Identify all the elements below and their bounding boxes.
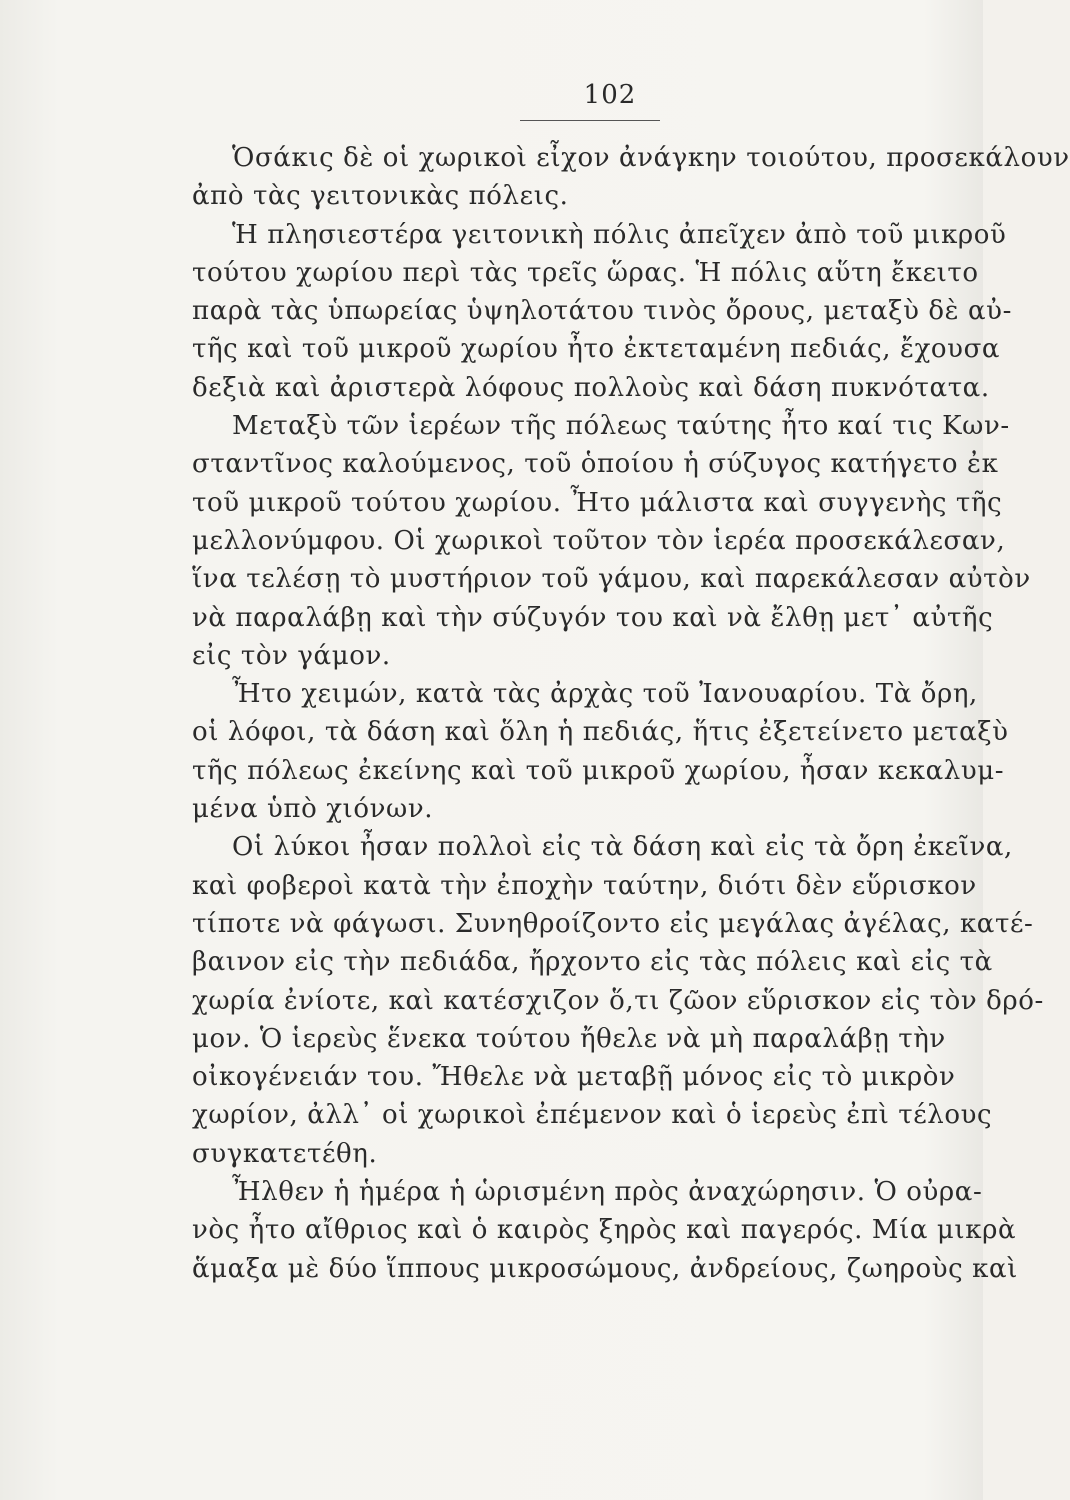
text-line: Ἦλθεν ἡ ἡμέρα ἡ ὡρισμένη πρὸς ἀναχώρησιν. Ὁ οὐρα- bbox=[232, 1177, 983, 1208]
text-line: τούτου χωρίου περὶ τὰς τρεῖς ὥρας. Ἡ πόλις αὕτη ἔκειτο bbox=[192, 257, 979, 288]
text-line: μελλονύμφου. Οἱ χωρικοὶ τοῦτον τὸν ἱερέα προσεκάλεσαν, bbox=[192, 525, 1006, 556]
text-line: καὶ φοβεροὶ κατὰ τὴν ἐποχὴν ταύτην, διότι δὲν εὕρισκον bbox=[192, 870, 977, 901]
text-line: Ἡ πλησιεστέρα γειτονικὴ πόλις ἀπεῖχεν ἀπὸ τοῦ μικροῦ bbox=[232, 219, 1007, 250]
text-line: τοῦ μικροῦ τούτου χωρίου. Ἦτο μάλιστα καὶ συγγενὴς τῆς bbox=[192, 487, 1003, 518]
text-line: οἰκογένειάν του. Ἤθελε νὰ μεταβῇ μόνος εἰς τὸ μικρὸν bbox=[192, 1062, 956, 1093]
text-line: τῆς πόλεως ἐκείνης καὶ τοῦ μικροῦ χωρίου, ἦσαν κεκαλυμ- bbox=[192, 755, 1005, 786]
text-line: χωρία ἐνίοτε, καὶ κατέσχιζον ὅ,τι ζῶον εὕρισκον εἰς τὸν δρό- bbox=[192, 985, 1044, 1016]
page-number: 102 bbox=[583, 80, 637, 110]
text-line: ἵνα τελέσῃ τὸ μυστήριον τοῦ γάμου, καὶ παρεκάλεσαν αὐτὸν bbox=[192, 564, 1031, 595]
text-line: Μεταξὺ τῶν ἱερέων τῆς πόλεως ταύτης ἦτο καί τις Κων- bbox=[232, 411, 1010, 442]
body-text bbox=[192, 139, 1070, 1288]
text-line: τίποτε νὰ φάγωσι. Συνηθροίζοντο εἰς μεγάλας ἀγέλας, κατέ- bbox=[192, 908, 1034, 939]
text-line: σταντῖνος καλούμενος, τοῦ ὁποίου ἡ σύζυγος κατήγετο ἐκ bbox=[192, 449, 999, 480]
text-line: μον. Ὁ ἱερεὺς ἕνεκα τούτου ἤθελε νὰ μὴ παραλάβῃ τὴν bbox=[192, 1023, 946, 1054]
text-line: Οἱ λύκοι ἦσαν πολλοὶ εἰς τὰ δάση καὶ εἰς τὰ ὄρη ἐκεῖνα, bbox=[232, 832, 1013, 863]
text-line: ἅμαξα μὲ δύο ἵππους μικροσώμους, ἀνδρείους, ζωηροὺς καὶ bbox=[192, 1253, 1018, 1284]
text-line: παρὰ τὰς ὑπωρείας ὑψηλοτάτου τινὸς ὄρους, μεταξὺ δὲ αὐ- bbox=[192, 296, 1012, 327]
text-line: βαινον εἰς τὴν πεδιάδα, ἤρχοντο εἰς τὰς πόλεις καὶ εἰς τὰ bbox=[192, 947, 993, 978]
text-line: μένα ὑπὸ χιόνων. bbox=[192, 794, 434, 825]
text-line: χωρίον, ἀλλ᾿ οἱ χωρικοὶ ἐπέμενον καὶ ὁ ἱερεὺς ἐπὶ τέλους bbox=[192, 1100, 993, 1131]
text-line: δεξιὰ καὶ ἀριστερὰ λόφους πολλοὺς καὶ δάση πυκνότατα. bbox=[192, 372, 990, 403]
text-line: νὰ παραλάβῃ καὶ τὴν σύζυγόν του καὶ νὰ ἔλθῃ μετ᾿ αὐτῆς bbox=[192, 602, 994, 633]
text-line: Ἦτο χειμών, κατὰ τὰς ἀρχὰς τοῦ Ἰανουαρίου. Τὰ ὄρη, bbox=[232, 679, 978, 710]
text-line: νὸς ἦτο αἴθριος καὶ ὁ καιρὸς ξηρὸς καὶ παγερός. Μία μικρὰ bbox=[192, 1215, 1017, 1246]
text-line: οἱ λόφοι, τὰ δάση καὶ ὅλη ἡ πεδιάς, ἥτις ἐξετείνετο μεταξὺ bbox=[192, 717, 1009, 748]
text-line: τῆς καὶ τοῦ μικροῦ χωρίου ἦτο ἐκτεταμένη πεδιάς, ἔχουσα bbox=[192, 334, 1001, 365]
text-line: εἰς τὸν γάμον. bbox=[192, 640, 391, 671]
header-rule bbox=[520, 120, 660, 121]
text-line: ἀπὸ τὰς γειτονικὰς πόλεις. bbox=[192, 181, 569, 212]
text-line: συγκατετέθη. bbox=[192, 1138, 378, 1169]
text-line: Ὁσάκις δὲ οἱ χωρικοὶ εἶχον ἀνάγκην τοιούτου, προσεκάλουν bbox=[232, 143, 1070, 173]
